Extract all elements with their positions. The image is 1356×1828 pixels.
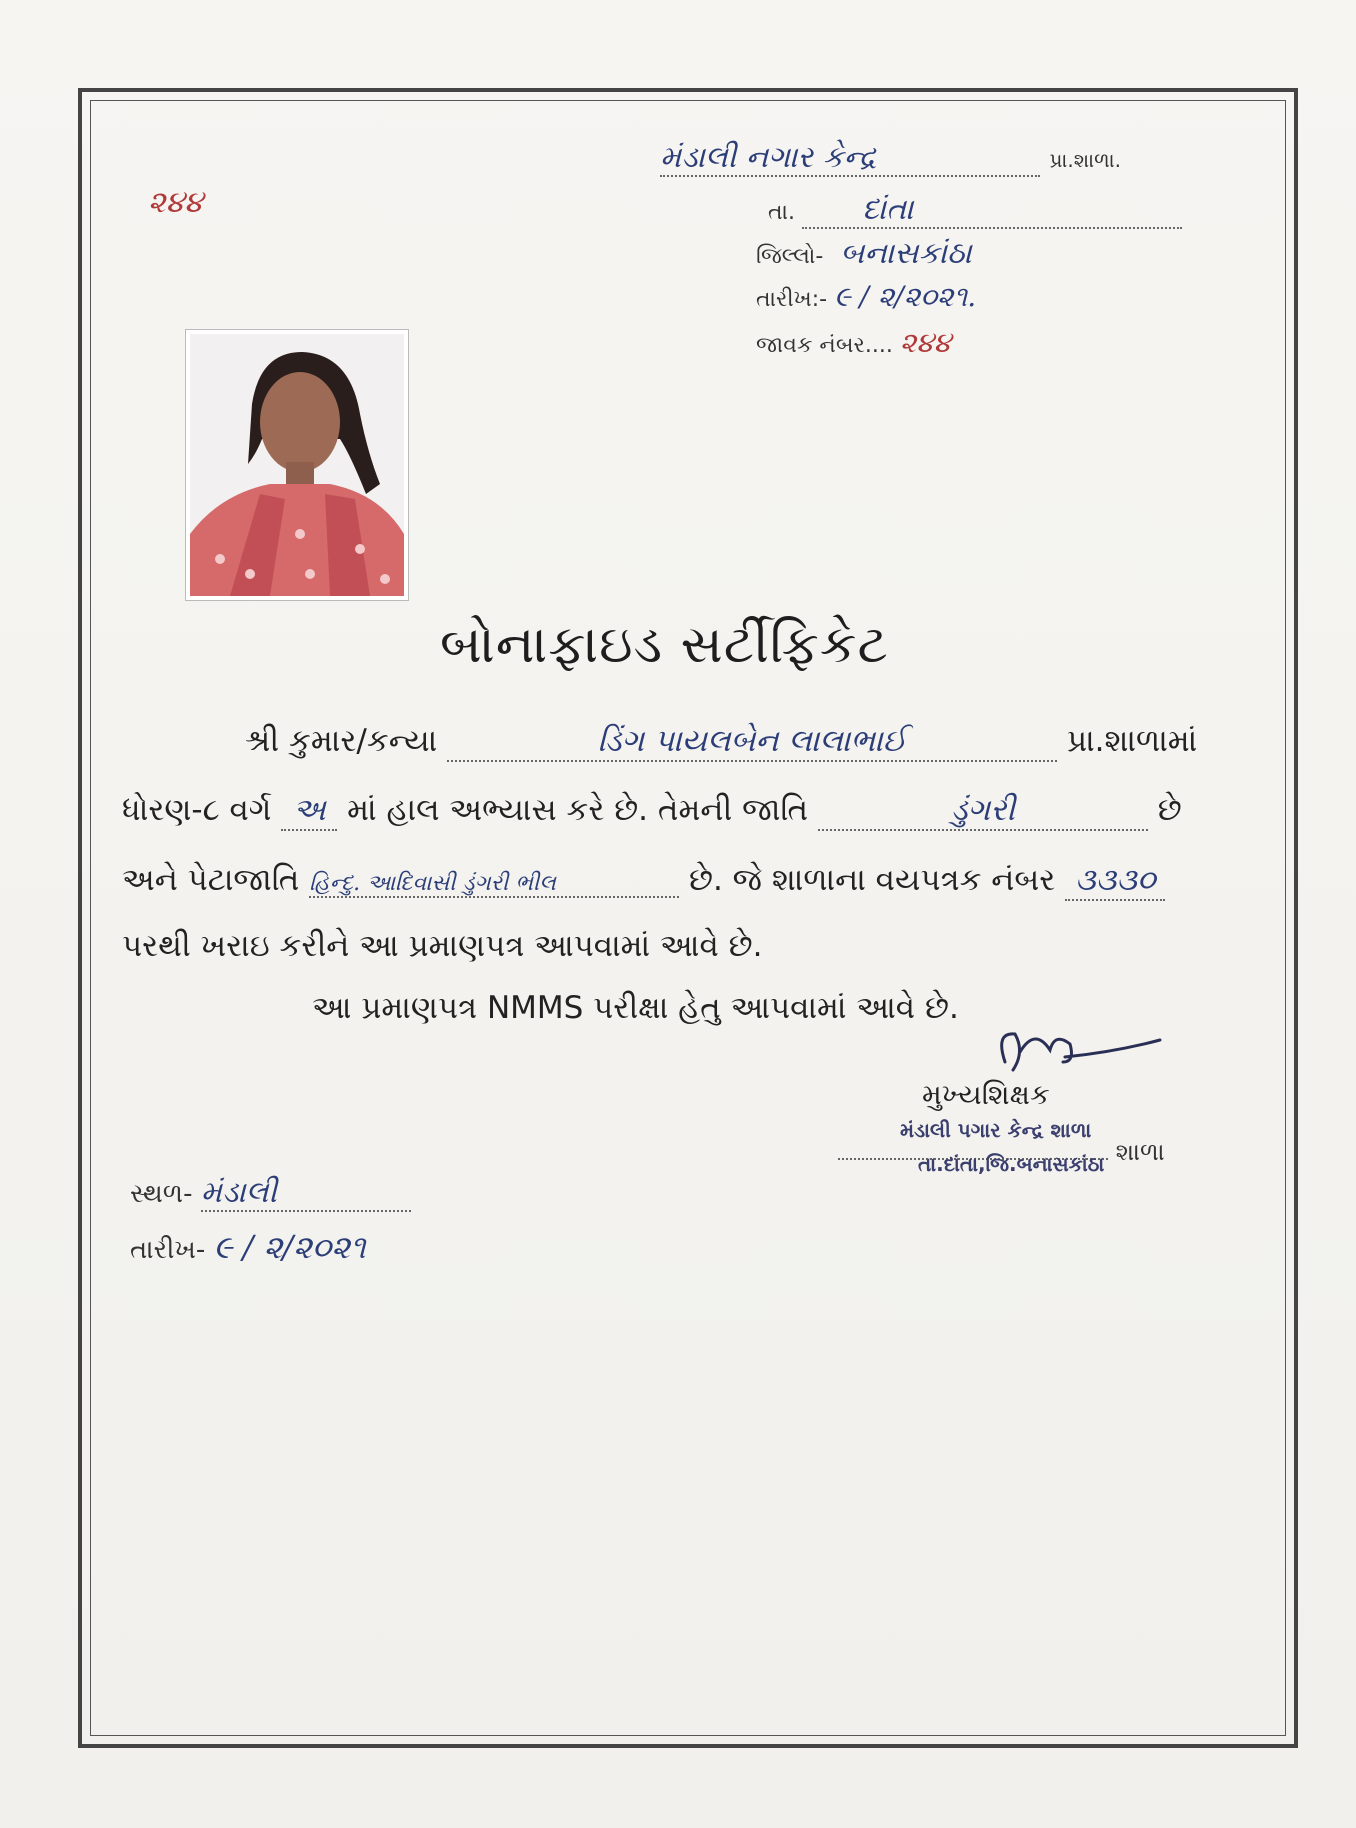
place-label: સ્થળ-	[130, 1179, 193, 1209]
class-division: અ	[281, 792, 337, 831]
school-stamp-line1: મંડાલી પગાર કેન્દ્ર શાળા	[900, 1118, 1092, 1142]
register-number: ૩૩૩૦	[1065, 862, 1165, 901]
body-line-1	[245, 723, 1197, 762]
body-line-4: પરથી ખરાઇ કરીને આ પ્રમાણપત્ર આપવામાં આવે છે.	[122, 928, 763, 964]
school-word: શાળા	[1115, 1138, 1165, 1166]
body-line-2	[122, 792, 1182, 831]
headmaster-title: મુખ્યશિક્ષક	[922, 1078, 1050, 1111]
footer-date-line	[130, 1228, 366, 1267]
caste-value: ડુંગરી	[818, 792, 1148, 831]
district-value: બનાસકાંઠા	[840, 236, 972, 271]
footer-date-label: તારીખ-	[130, 1235, 206, 1265]
school-stamp-line2: તા.દાંતા,જિ.બનાસકાંઠા	[918, 1152, 1105, 1176]
line1-suffix: પ્રા.શાળામાં	[1066, 723, 1198, 759]
student-photo	[186, 330, 408, 600]
body-line-3	[122, 862, 1165, 901]
portrait-illustration	[190, 334, 404, 596]
district-label: જિલ્લો-	[756, 244, 824, 269]
header-date-label: તારીખ:-	[756, 287, 828, 312]
footer-date-value: ૯ / ૨/૨૦૨૧	[213, 1228, 366, 1266]
outward-number-line	[756, 326, 951, 360]
line2-suffix: છે	[1157, 792, 1182, 828]
taluka-value: દાંતા	[802, 192, 1182, 229]
outward-number-value: ૨૪૪	[899, 326, 951, 359]
subcaste-value: હિન્દુ. આદિવાસી ડુંગરી ભીલ	[309, 871, 679, 898]
certificate-title: બોનાફાઇડ સર્ટીફિકેટ	[440, 615, 889, 675]
line2-prefix: ધોરણ-૮ વર્ગ	[122, 792, 272, 828]
outward-number-label: જાવક નંબર....	[756, 333, 893, 358]
line3-mid: છે. જે શાળાના વયપત્રક નંબર	[689, 862, 1056, 898]
school-name: મંડાલી નગાર કેન્દ્ર	[660, 140, 1040, 177]
body-line-5: આ પ્રમાણપત્ર NMMS પરીક્ષા હેતુ આપવામાં આવે છે.	[312, 990, 959, 1026]
line1-prefix: શ્રી કુમાર/કન્યા	[245, 723, 438, 759]
school-suffix: પ્રા.શાળા.	[1049, 148, 1121, 172]
taluka-line	[768, 192, 1182, 229]
student-photo-image	[190, 334, 404, 596]
student-name: ડિંગ પાયલબેન લાલાભાઈ	[447, 723, 1057, 762]
school-name-line	[660, 140, 1121, 177]
header-date-line	[756, 280, 976, 314]
taluka-label: તા.	[768, 200, 795, 225]
place-line	[130, 1175, 411, 1212]
reference-number: ૨૪૪	[148, 185, 203, 220]
line3-prefix: અને પેટાજાતિ	[122, 862, 300, 898]
place-value: મંડાલી	[201, 1175, 411, 1212]
header-date-value: ૯ / ૨/૨૦૨૧.	[834, 280, 977, 313]
district-line	[756, 236, 972, 271]
line2-mid: માં હાલ અભ્યાસ કરે છે. તેમની જાતિ	[347, 792, 809, 828]
